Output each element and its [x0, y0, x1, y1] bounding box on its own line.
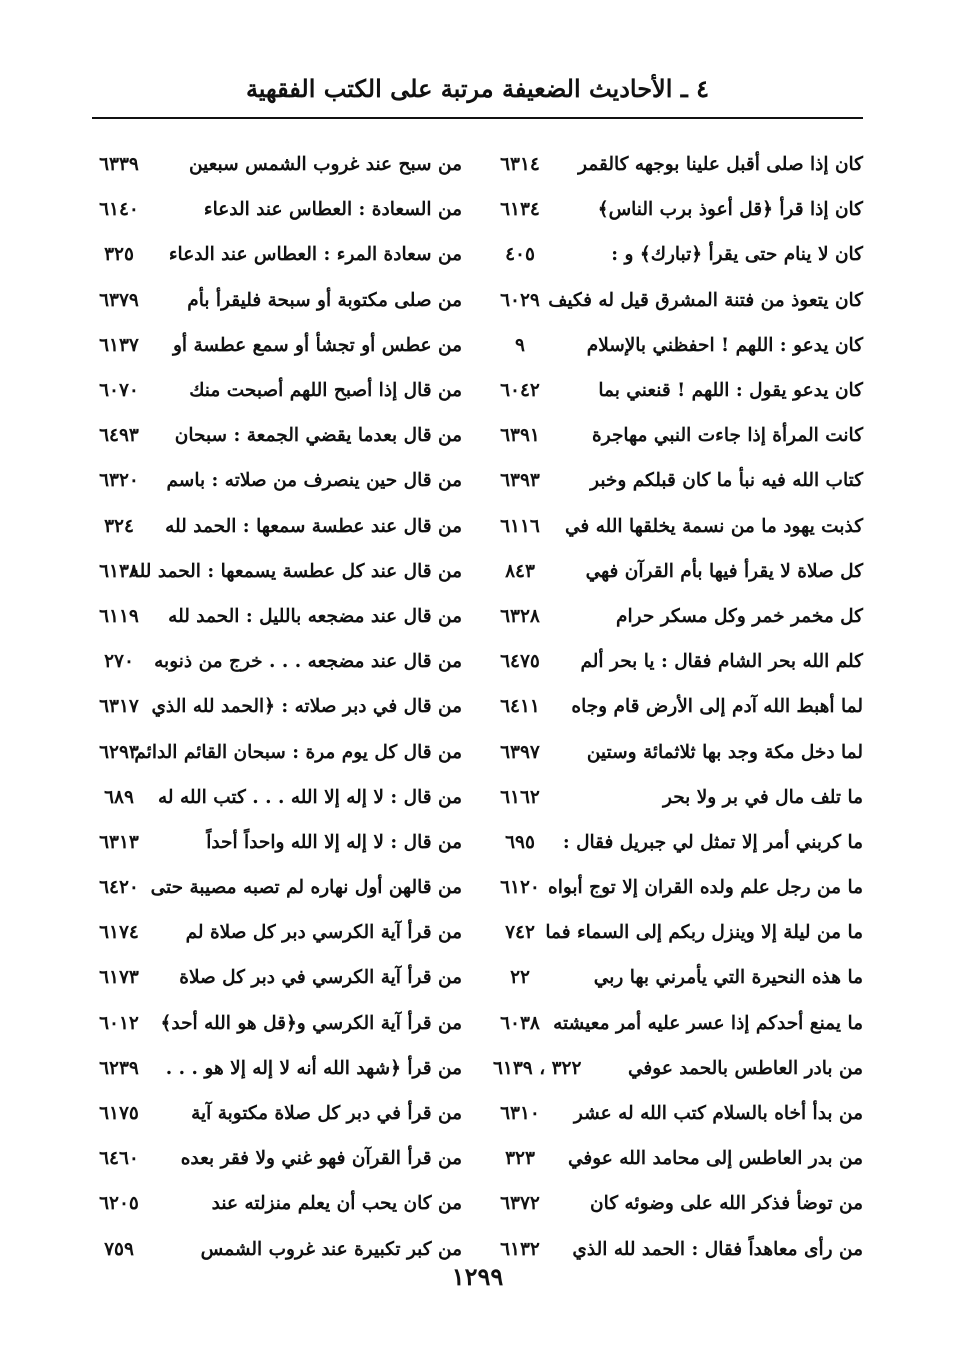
index-entry — [92, 142, 462, 187]
entry-text: كان لا ينام حتى يقرأ ﴿تبارك﴾ و : — [611, 244, 863, 266]
index-entry — [92, 910, 462, 955]
entry-text: من قال كل يوم مرة : سبحان القائم الدائم — [134, 741, 462, 763]
entry-text: من سعادة المرء : العطاس عند الدعاء — [168, 244, 462, 266]
index-entry — [493, 368, 863, 413]
index-entry — [92, 504, 462, 549]
index-entry — [92, 232, 462, 277]
entry-number: ٦٢٣٩ — [99, 1057, 139, 1079]
entry-text: من توضأ فذكر الله على وضوئه كان — [590, 1193, 863, 1215]
index-column-left — [92, 142, 462, 1272]
entry-text: من قال : لا إله إلا الله . . . كتب الله له — [157, 786, 462, 808]
entry-text: لما أهبط الله آدم إلى الأرض قام وجاه — [571, 696, 863, 718]
index-entry — [493, 1046, 863, 1091]
entry-number: ٦٣١٠ — [500, 1103, 540, 1125]
entry-number: ٦٤٧٥ — [500, 651, 540, 673]
entry-number: ٢٧٠ — [104, 651, 134, 673]
index-entry — [493, 142, 863, 187]
entry-text: كان يدعو : اللهم ! احفظني بالإسلام — [586, 334, 863, 356]
index-entry — [493, 458, 863, 503]
entry-text: من قرأ القرآن فهو غني ولا فقر بعده — [180, 1148, 462, 1170]
index-entry — [92, 413, 462, 458]
entry-number: ٦١٣٨ — [99, 560, 139, 582]
entry-text: ما كربني أمر إلا تمثل لي جبريل فقال : — [562, 831, 863, 853]
entry-text: من قال بعدما يقضي الجمعة : سبحان — [174, 425, 462, 447]
index-entry — [493, 594, 863, 639]
index-column-right — [493, 142, 863, 1272]
entry-number: ٦٣١٤ — [500, 154, 540, 176]
entry-number: ٦٨٩ — [104, 786, 134, 808]
index-entry — [92, 729, 462, 774]
entry-number: ٧٤٢ — [505, 922, 535, 944]
index-entry — [493, 775, 863, 820]
entry-text: كانت المرأة إذا جاءت النبي مهاجرة — [592, 425, 863, 447]
entry-text: كان يدعو يقول : اللهم ! قنعني بما — [598, 380, 863, 402]
entry-number: ٦٣٩١ — [500, 425, 540, 447]
entry-number: ٦٠٣٨ — [500, 1012, 540, 1034]
entry-number: ٦٤٢٠ — [99, 877, 139, 899]
entry-number: ٦٣١٣ — [99, 831, 139, 853]
index-entry — [92, 639, 462, 684]
index-entry — [92, 955, 462, 1000]
index-entry — [493, 1181, 863, 1226]
index-entry — [493, 187, 863, 232]
entry-number: ٢٢ — [510, 967, 530, 989]
entry-text: ما يمنع أحدكم إذا عسر عليه أمر معيشته — [553, 1012, 863, 1034]
entry-number: ٦١١٩ — [99, 605, 139, 627]
entry-number: ٦٩٥ — [505, 831, 535, 853]
index-entry — [92, 1001, 462, 1046]
entry-text: من صلى مكتوبة أو سبحة فليقرأ بأم — [187, 289, 462, 311]
entry-number: ٦١٣٤ — [500, 199, 540, 221]
entry-number: ٣٢٣ — [505, 1148, 535, 1170]
index-entry — [493, 955, 863, 1000]
entry-number: ٦٤١١ — [500, 696, 540, 718]
entry-number: ٦٣٣٩ — [99, 154, 139, 176]
index-entry — [92, 820, 462, 865]
entry-number: ٦٣٩٧ — [500, 741, 540, 763]
entry-text: من قرأ آية الكرسي في دبر كل صلاة — [179, 967, 462, 989]
page-number: ١٢٩٩ — [451, 1262, 504, 1291]
entry-text: من قال عند مضجعه . . . خرج من ذنوبه — [154, 651, 462, 673]
entry-text: من قال عند عطسة سمعها : الحمد لله — [165, 515, 462, 537]
index-entry — [493, 729, 863, 774]
index-entry — [92, 594, 462, 639]
entry-text: من بدر العاطس إلى محامد الله عوفي — [567, 1148, 863, 1170]
entry-text: من كبر تكبيرة عند غروب الشمس — [200, 1238, 462, 1260]
entry-number: ٤٠٥ — [505, 244, 535, 266]
entry-text: من قرأ آية الكرسي دبر كل صلاة لم — [185, 922, 462, 944]
index-entry — [493, 504, 863, 549]
entry-text: من قال عند كل عطسة يسمعها : الحمد لله — [129, 560, 462, 582]
entry-text: ما من ليلة إلا وينزل ربكم إلى السماء فما — [545, 922, 863, 944]
entry-number: ٦٣٢٠ — [99, 470, 139, 492]
entry-text: من قال عند مضجعه بالليل : الحمد لله — [168, 605, 462, 627]
entry-text: من عطس أو تجشأ أو سمع عطسة أو — [172, 334, 462, 356]
index-entry — [493, 865, 863, 910]
index-entry — [493, 323, 863, 368]
entry-number: ٦٣١٧ — [99, 696, 139, 718]
index-entry — [493, 639, 863, 684]
entry-number: ٦١٢٠ — [500, 877, 540, 899]
index-entry — [92, 1091, 462, 1136]
index-entry — [92, 865, 462, 910]
index-entry — [493, 549, 863, 594]
entry-text: من قال في دبر صلاته : ﴿الحمد لله الذي — [151, 696, 462, 718]
entry-number: ٦٣٧٩ — [99, 289, 139, 311]
entry-text: من قرأ في دبر كل صلاة مكتوبة آية — [191, 1103, 462, 1125]
index-entry — [493, 820, 863, 865]
entry-text: من قال : لا إله إلا الله واحداً أحداً — [206, 831, 462, 853]
entry-text: لما دخل مكة وجد بها ثلاثمائة وستين — [586, 741, 863, 763]
header-rule — [92, 117, 863, 119]
entry-number: ٦٠٤٢ — [500, 380, 540, 402]
entry-text: من قرأ آية الكرسي و﴿قل هو الله أحد﴾ — [160, 1012, 462, 1034]
entry-text: من رأى معاهداً فقال : الحمد لله الذي — [572, 1238, 863, 1260]
index-entry — [493, 1091, 863, 1136]
entry-text: كل صلاة لا يقرأ فيها بأم القرآن فهي — [585, 560, 863, 582]
index-entry — [92, 187, 462, 232]
index-entry — [493, 910, 863, 955]
index-entry — [92, 323, 462, 368]
entry-text: ما من رجل علم ولده القران إلا توج أبواه — [548, 877, 863, 899]
entry-number: ٦١٧٤ — [99, 922, 139, 944]
entry-text: كل مخمر خمر وكل مسكر حرام — [616, 605, 863, 627]
entry-number: ٦٣٩٣ — [500, 470, 540, 492]
entry-text: كلم الله بحر الشام فقال : يا بحر ألم — [580, 651, 863, 673]
entry-number: ٦٣٢٨ — [500, 605, 540, 627]
entry-number: ٦٣٧٢ — [500, 1193, 540, 1215]
entry-number: ٦٤٩٣ — [99, 425, 139, 447]
entry-text: ما هذه النحيرة التي يأمرني بها ربي — [593, 967, 863, 989]
entry-text: من قالهن أول نهاره لم تصبه مصيبة حتى — [150, 877, 462, 899]
entry-number: ٣٢٥ — [104, 244, 134, 266]
entry-number: ٦٠٢٩ — [500, 289, 540, 311]
entry-number: ٦٢٩٣ — [99, 741, 139, 763]
entry-number: ٦١١٦ — [500, 515, 540, 537]
index-entry — [493, 1001, 863, 1046]
index-entry — [92, 368, 462, 413]
index-entry — [493, 684, 863, 729]
entry-text: كذبت يهود ما من نسمة يخلقها الله في — [564, 515, 863, 537]
entry-number: ٦٠١٢ — [99, 1012, 139, 1034]
entry-number: ٨٤٣ — [505, 560, 535, 582]
entry-number: ٦١٣٧ — [99, 334, 139, 356]
index-entry — [92, 775, 462, 820]
index-entry — [92, 458, 462, 503]
entry-text: من بادر العاطس بالحمد عوفي — [628, 1057, 863, 1079]
entry-number: ٧٥٩ — [104, 1238, 134, 1260]
entry-number: ٦١٧٥ — [99, 1103, 139, 1125]
entry-text: كان إذا صلى أقبل علينا بوجهه كالقمر — [578, 154, 863, 176]
entry-number: ٦١٦٢ — [500, 786, 540, 808]
index-entry — [92, 278, 462, 323]
entry-text: من السعادة : العطاس عند الدعاء — [203, 199, 462, 221]
entry-number: ٦٢٠٥ — [99, 1193, 139, 1215]
entry-text: من قال حين ينصرف من صلاته : باسم — [166, 470, 462, 492]
running-head: ٤ ـ الأحاديث الضعيفة مرتبة على الكتب الفقهية — [245, 74, 710, 103]
entry-number: ٦٠٧٠ — [99, 380, 139, 402]
entry-text: من بدأ أخاه بالسلام كتب الله له عشر — [573, 1103, 863, 1125]
index-entry — [92, 1046, 462, 1091]
index-entry — [92, 1136, 462, 1181]
entry-number: ٦٤٦٠ — [99, 1148, 139, 1170]
index-entry — [493, 413, 863, 458]
index-entry — [493, 1136, 863, 1181]
entry-text: ما تلف مال في بر ولا بحر — [662, 786, 863, 808]
index-entry — [92, 1181, 462, 1226]
entry-number: ٣٢٢ ، ٦١٣٩ — [493, 1057, 582, 1079]
entry-number: ٦١٤٠ — [99, 199, 139, 221]
entry-text: من قرأ ﴿شهد الله أنه لا إله إلا هو . . . — [165, 1057, 462, 1079]
entry-text: كان إذا قرأ ﴿قل أعوذ برب الناس﴾ — [597, 199, 863, 221]
index-entry — [92, 549, 462, 594]
entry-text: من قال إذا أصبح اللهم أصبحت منك — [189, 380, 462, 402]
entry-number: ٦١٣٢ — [500, 1238, 540, 1260]
entry-text: كان يتعوذ من فتنة المشرق قيل له فكيف — [548, 289, 863, 311]
entry-text: من سبح عند غروب الشمس سبعين — [188, 154, 462, 176]
entry-number: ٩ — [515, 334, 525, 356]
entry-text: كتاب الله فيه نبأ ما كان قبلكم وخبر — [590, 470, 863, 492]
entry-text: من كان يحب أن يعلم منزلته عند — [211, 1193, 462, 1215]
index-entry — [493, 278, 863, 323]
entry-number: ٦١٧٣ — [99, 967, 139, 989]
index-entry — [493, 232, 863, 277]
index-entry — [92, 684, 462, 729]
entry-number: ٣٢٤ — [104, 515, 134, 537]
